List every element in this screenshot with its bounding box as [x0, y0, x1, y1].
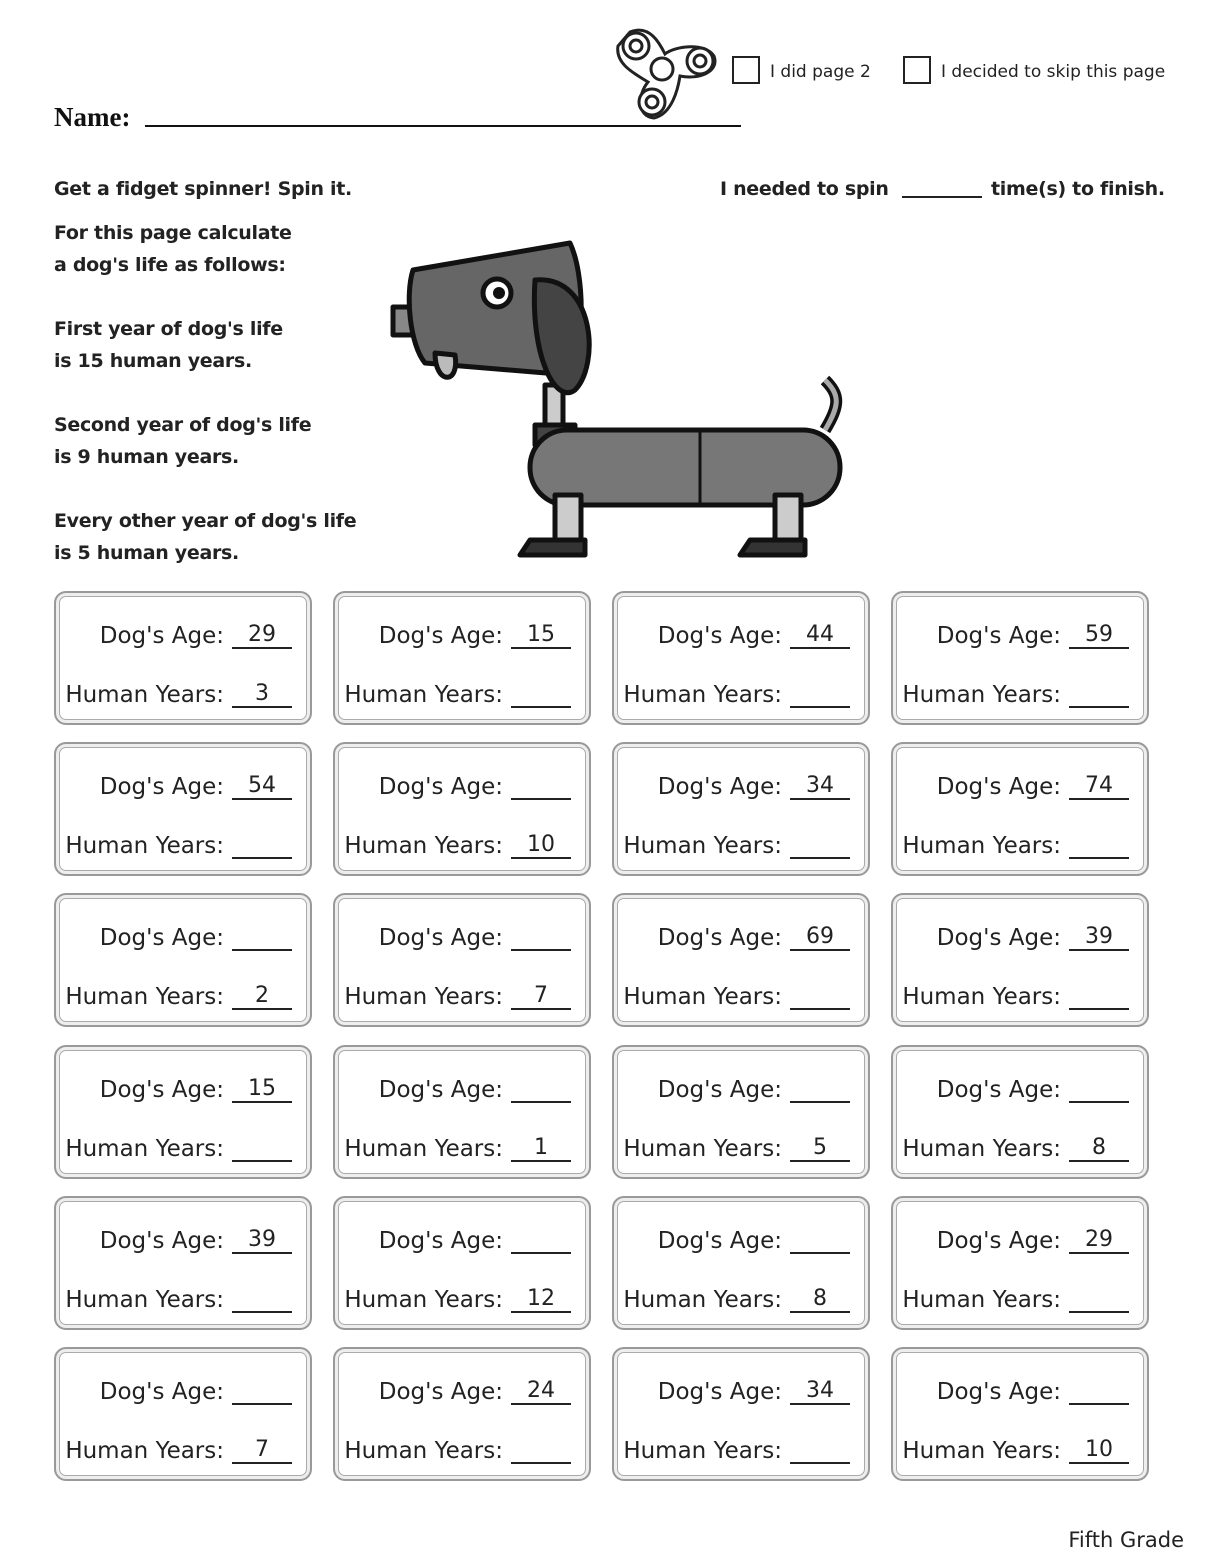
dog-age-field[interactable]: 34 — [790, 774, 850, 800]
human-years-label: Human Years: — [902, 1438, 1061, 1464]
dog-age-row — [937, 774, 1129, 800]
get-spinner-text: Get a fidget spinner! Spin it. — [54, 178, 352, 200]
human-years-field[interactable] — [790, 984, 850, 1010]
human-years-label: Human Years: — [65, 1438, 224, 1464]
dog-age-row — [100, 623, 292, 649]
dog-age-row — [658, 925, 850, 951]
instruction-line: For this page calculate — [54, 222, 292, 244]
human-years-label: Human Years: — [623, 682, 782, 708]
did-page-2-checkbox[interactable] — [732, 56, 760, 84]
human-years-field[interactable]: 12 — [511, 1287, 571, 1313]
human-years-label: Human Years: — [344, 1438, 503, 1464]
human-years-row — [65, 984, 292, 1010]
dog-age-field[interactable]: 59 — [1069, 623, 1129, 649]
human-years-label: Human Years: — [344, 984, 503, 1010]
dog-age-label: Dog's Age: — [657, 774, 782, 800]
human-years-field[interactable]: 7 — [232, 1438, 292, 1464]
human-years-row — [344, 1287, 571, 1313]
dog-age-row — [379, 1379, 571, 1405]
exercise-card — [612, 591, 870, 725]
dog-age-field[interactable]: 15 — [232, 1077, 292, 1103]
dog-age-row — [100, 1379, 292, 1405]
exercise-card — [333, 591, 591, 725]
exercise-card — [891, 1347, 1149, 1481]
instruction-line: Second year of dog's life — [54, 414, 312, 436]
dog-age-row — [379, 925, 571, 951]
human-years-row — [344, 984, 571, 1010]
human-years-field[interactable] — [1069, 833, 1129, 859]
human-years-field[interactable]: 3 — [232, 682, 292, 708]
dog-age-row — [658, 774, 850, 800]
exercise-card — [891, 1196, 1149, 1330]
skip-page-checkbox[interactable] — [903, 56, 931, 84]
name-label: Name: — [54, 102, 131, 132]
human-years-row — [65, 682, 292, 708]
dog-age-field[interactable] — [511, 774, 571, 800]
exercise-card — [333, 742, 591, 876]
dog-age-row — [100, 925, 292, 951]
grade-label: Fifth Grade — [1068, 1528, 1184, 1552]
human-years-row — [344, 682, 571, 708]
dog-age-label: Dog's Age: — [936, 774, 1061, 800]
dog-age-row — [937, 1077, 1129, 1103]
instruction-line: is 9 human years. — [54, 446, 239, 468]
dog-age-field[interactable]: 69 — [790, 925, 850, 951]
human-years-field[interactable] — [1069, 984, 1129, 1010]
instruction-line: is 5 human years. — [54, 542, 239, 564]
exercise-card — [891, 742, 1149, 876]
dog-age-row — [100, 774, 292, 800]
dog-age-row — [937, 925, 1129, 951]
human-years-label: Human Years: — [65, 1287, 224, 1313]
human-years-label: Human Years: — [623, 984, 782, 1010]
human-years-field[interactable] — [511, 682, 571, 708]
human-years-label: Human Years: — [902, 1287, 1061, 1313]
instruction-line: a dog's life as follows: — [54, 254, 286, 276]
dog-age-label: Dog's Age: — [99, 1379, 224, 1405]
dog-age-field[interactable] — [790, 1228, 850, 1254]
exercise-card — [891, 893, 1149, 1027]
dog-age-label: Dog's Age: — [657, 623, 782, 649]
did-page-2-label: I did page 2 — [770, 62, 871, 82]
human-years-row — [902, 1438, 1129, 1464]
exercise-card — [54, 591, 312, 725]
dog-age-row — [658, 623, 850, 649]
exercise-card — [891, 591, 1149, 725]
human-years-row — [902, 1287, 1129, 1313]
human-years-field[interactable]: 8 — [790, 1287, 850, 1313]
exercise-card — [612, 1347, 870, 1481]
exercise-card — [612, 1045, 870, 1179]
exercise-card — [54, 893, 312, 1027]
human-years-field[interactable]: 5 — [790, 1136, 850, 1162]
dog-age-label: Dog's Age: — [936, 1077, 1061, 1103]
human-years-row — [65, 833, 292, 859]
dog-age-field[interactable]: 39 — [232, 1228, 292, 1254]
human-years-label: Human Years: — [902, 833, 1061, 859]
human-years-field[interactable] — [790, 1438, 850, 1464]
human-years-label: Human Years: — [623, 833, 782, 859]
dog-age-label: Dog's Age: — [99, 1077, 224, 1103]
dog-age-field[interactable]: 74 — [1069, 774, 1129, 800]
dog-age-row — [937, 1379, 1129, 1405]
dog-age-field[interactable] — [232, 1379, 292, 1405]
human-years-row — [902, 984, 1129, 1010]
dog-age-row — [658, 1228, 850, 1254]
human-years-row — [623, 1136, 850, 1162]
dog-age-field[interactable] — [511, 1228, 571, 1254]
dog-age-label: Dog's Age: — [657, 1077, 782, 1103]
human-years-row — [902, 682, 1129, 708]
human-years-field[interactable] — [790, 682, 850, 708]
dog-age-field[interactable]: 29 — [1069, 1228, 1129, 1254]
human-years-label: Human Years: — [623, 1287, 782, 1313]
human-years-row — [902, 833, 1129, 859]
fidget-spinner-icon — [610, 24, 720, 124]
human-years-label: Human Years: — [65, 833, 224, 859]
dog-age-row — [379, 623, 571, 649]
human-years-field[interactable] — [232, 1287, 292, 1313]
human-years-label: Human Years: — [344, 833, 503, 859]
dog-age-field[interactable]: 44 — [790, 623, 850, 649]
dog-age-row — [100, 1077, 292, 1103]
dog-age-row — [658, 1379, 850, 1405]
dog-age-label: Dog's Age: — [657, 925, 782, 951]
dog-age-label: Dog's Age: — [378, 1228, 503, 1254]
dog-age-field[interactable] — [1069, 1077, 1129, 1103]
exercise-card — [612, 893, 870, 1027]
dog-age-field[interactable] — [511, 925, 571, 951]
dog-age-label: Dog's Age: — [936, 1379, 1061, 1405]
human-years-row — [902, 1136, 1129, 1162]
dog-age-row — [658, 1077, 850, 1103]
dog-age-field[interactable]: 34 — [790, 1379, 850, 1405]
human-years-label: Human Years: — [623, 1438, 782, 1464]
spin-count-field[interactable] — [902, 196, 982, 198]
spin-count-prefix: I needed to spin — [720, 178, 889, 200]
exercise-card — [333, 893, 591, 1027]
instruction-line: First year of dog's life — [54, 318, 283, 340]
human-years-label: Human Years: — [65, 984, 224, 1010]
dog-age-field[interactable]: 39 — [1069, 925, 1129, 951]
human-years-field[interactable]: 8 — [1069, 1136, 1129, 1162]
dog-age-field[interactable]: 54 — [232, 774, 292, 800]
human-years-label: Human Years: — [902, 682, 1061, 708]
exercise-card — [333, 1196, 591, 1330]
human-years-label: Human Years: — [65, 682, 224, 708]
exercise-card — [612, 742, 870, 876]
robot-dog-illustration — [385, 235, 855, 575]
instruction-line: is 15 human years. — [54, 350, 252, 372]
exercise-card — [54, 1045, 312, 1179]
human-years-row — [623, 1438, 850, 1464]
exercise-card — [54, 1347, 312, 1481]
human-years-label: Human Years: — [344, 1136, 503, 1162]
dog-age-label: Dog's Age: — [99, 774, 224, 800]
human-years-field[interactable] — [232, 833, 292, 859]
dog-age-field[interactable]: 29 — [232, 623, 292, 649]
name-field[interactable] — [145, 125, 741, 127]
dog-age-label: Dog's Age: — [936, 623, 1061, 649]
dog-age-label: Dog's Age: — [378, 774, 503, 800]
human-years-row — [623, 833, 850, 859]
dog-age-row — [937, 623, 1129, 649]
dog-age-label: Dog's Age: — [99, 925, 224, 951]
human-years-label: Human Years: — [65, 1136, 224, 1162]
dog-age-label: Dog's Age: — [378, 1077, 503, 1103]
human-years-label: Human Years: — [902, 984, 1061, 1010]
human-years-field[interactable] — [1069, 1287, 1129, 1313]
human-years-field[interactable]: 1 — [511, 1136, 571, 1162]
dog-age-field[interactable] — [511, 1077, 571, 1103]
human-years-field[interactable]: 2 — [232, 984, 292, 1010]
human-years-row — [623, 682, 850, 708]
human-years-row — [623, 1287, 850, 1313]
dog-age-row — [100, 1228, 292, 1254]
human-years-row — [65, 1136, 292, 1162]
dog-age-field[interactable] — [232, 925, 292, 951]
dog-age-field[interactable] — [1069, 1379, 1129, 1405]
dog-age-label: Dog's Age: — [657, 1379, 782, 1405]
instruction-intro — [54, 217, 356, 569]
skip-page-label: I decided to skip this page — [941, 62, 1166, 82]
human-years-field[interactable]: 10 — [1069, 1438, 1129, 1464]
spin-count-suffix: time(s) to finish. — [991, 178, 1165, 200]
instruction-line: Every other year of dog's life — [54, 510, 357, 532]
dog-age-field[interactable]: 24 — [511, 1379, 571, 1405]
human-years-row — [65, 1287, 292, 1313]
exercise-card — [54, 742, 312, 876]
human-years-field[interactable] — [232, 1136, 292, 1162]
dog-age-label: Dog's Age: — [378, 1379, 503, 1405]
dog-age-label: Dog's Age: — [936, 925, 1061, 951]
human-years-field[interactable] — [1069, 682, 1129, 708]
dog-age-label: Dog's Age: — [936, 1228, 1061, 1254]
human-years-field[interactable]: 7 — [511, 984, 571, 1010]
dog-age-row — [379, 1077, 571, 1103]
dog-age-label: Dog's Age: — [378, 925, 503, 951]
dog-age-label: Dog's Age: — [99, 1228, 224, 1254]
human-years-field[interactable]: 10 — [511, 833, 571, 859]
human-years-row — [65, 1438, 292, 1464]
dog-age-field[interactable]: 15 — [511, 623, 571, 649]
dog-age-label: Dog's Age: — [378, 623, 503, 649]
dog-age-row — [379, 1228, 571, 1254]
human-years-row — [623, 984, 850, 1010]
human-years-row — [344, 833, 571, 859]
dog-age-label: Dog's Age: — [99, 623, 224, 649]
human-years-label: Human Years: — [344, 682, 503, 708]
human-years-label: Human Years: — [902, 1136, 1061, 1162]
exercise-card — [891, 1045, 1149, 1179]
dog-age-label: Dog's Age: — [657, 1228, 782, 1254]
human-years-label: Human Years: — [344, 1287, 503, 1313]
human-years-field[interactable] — [511, 1438, 571, 1464]
exercise-card — [612, 1196, 870, 1330]
dog-age-row — [937, 1228, 1129, 1254]
human-years-field[interactable] — [790, 833, 850, 859]
exercise-card — [54, 1196, 312, 1330]
exercise-card — [333, 1045, 591, 1179]
exercise-card — [333, 1347, 591, 1481]
human-years-row — [344, 1438, 571, 1464]
dog-age-field[interactable] — [790, 1077, 850, 1103]
dog-age-row — [379, 774, 571, 800]
human-years-row — [344, 1136, 571, 1162]
human-years-label: Human Years: — [623, 1136, 782, 1162]
